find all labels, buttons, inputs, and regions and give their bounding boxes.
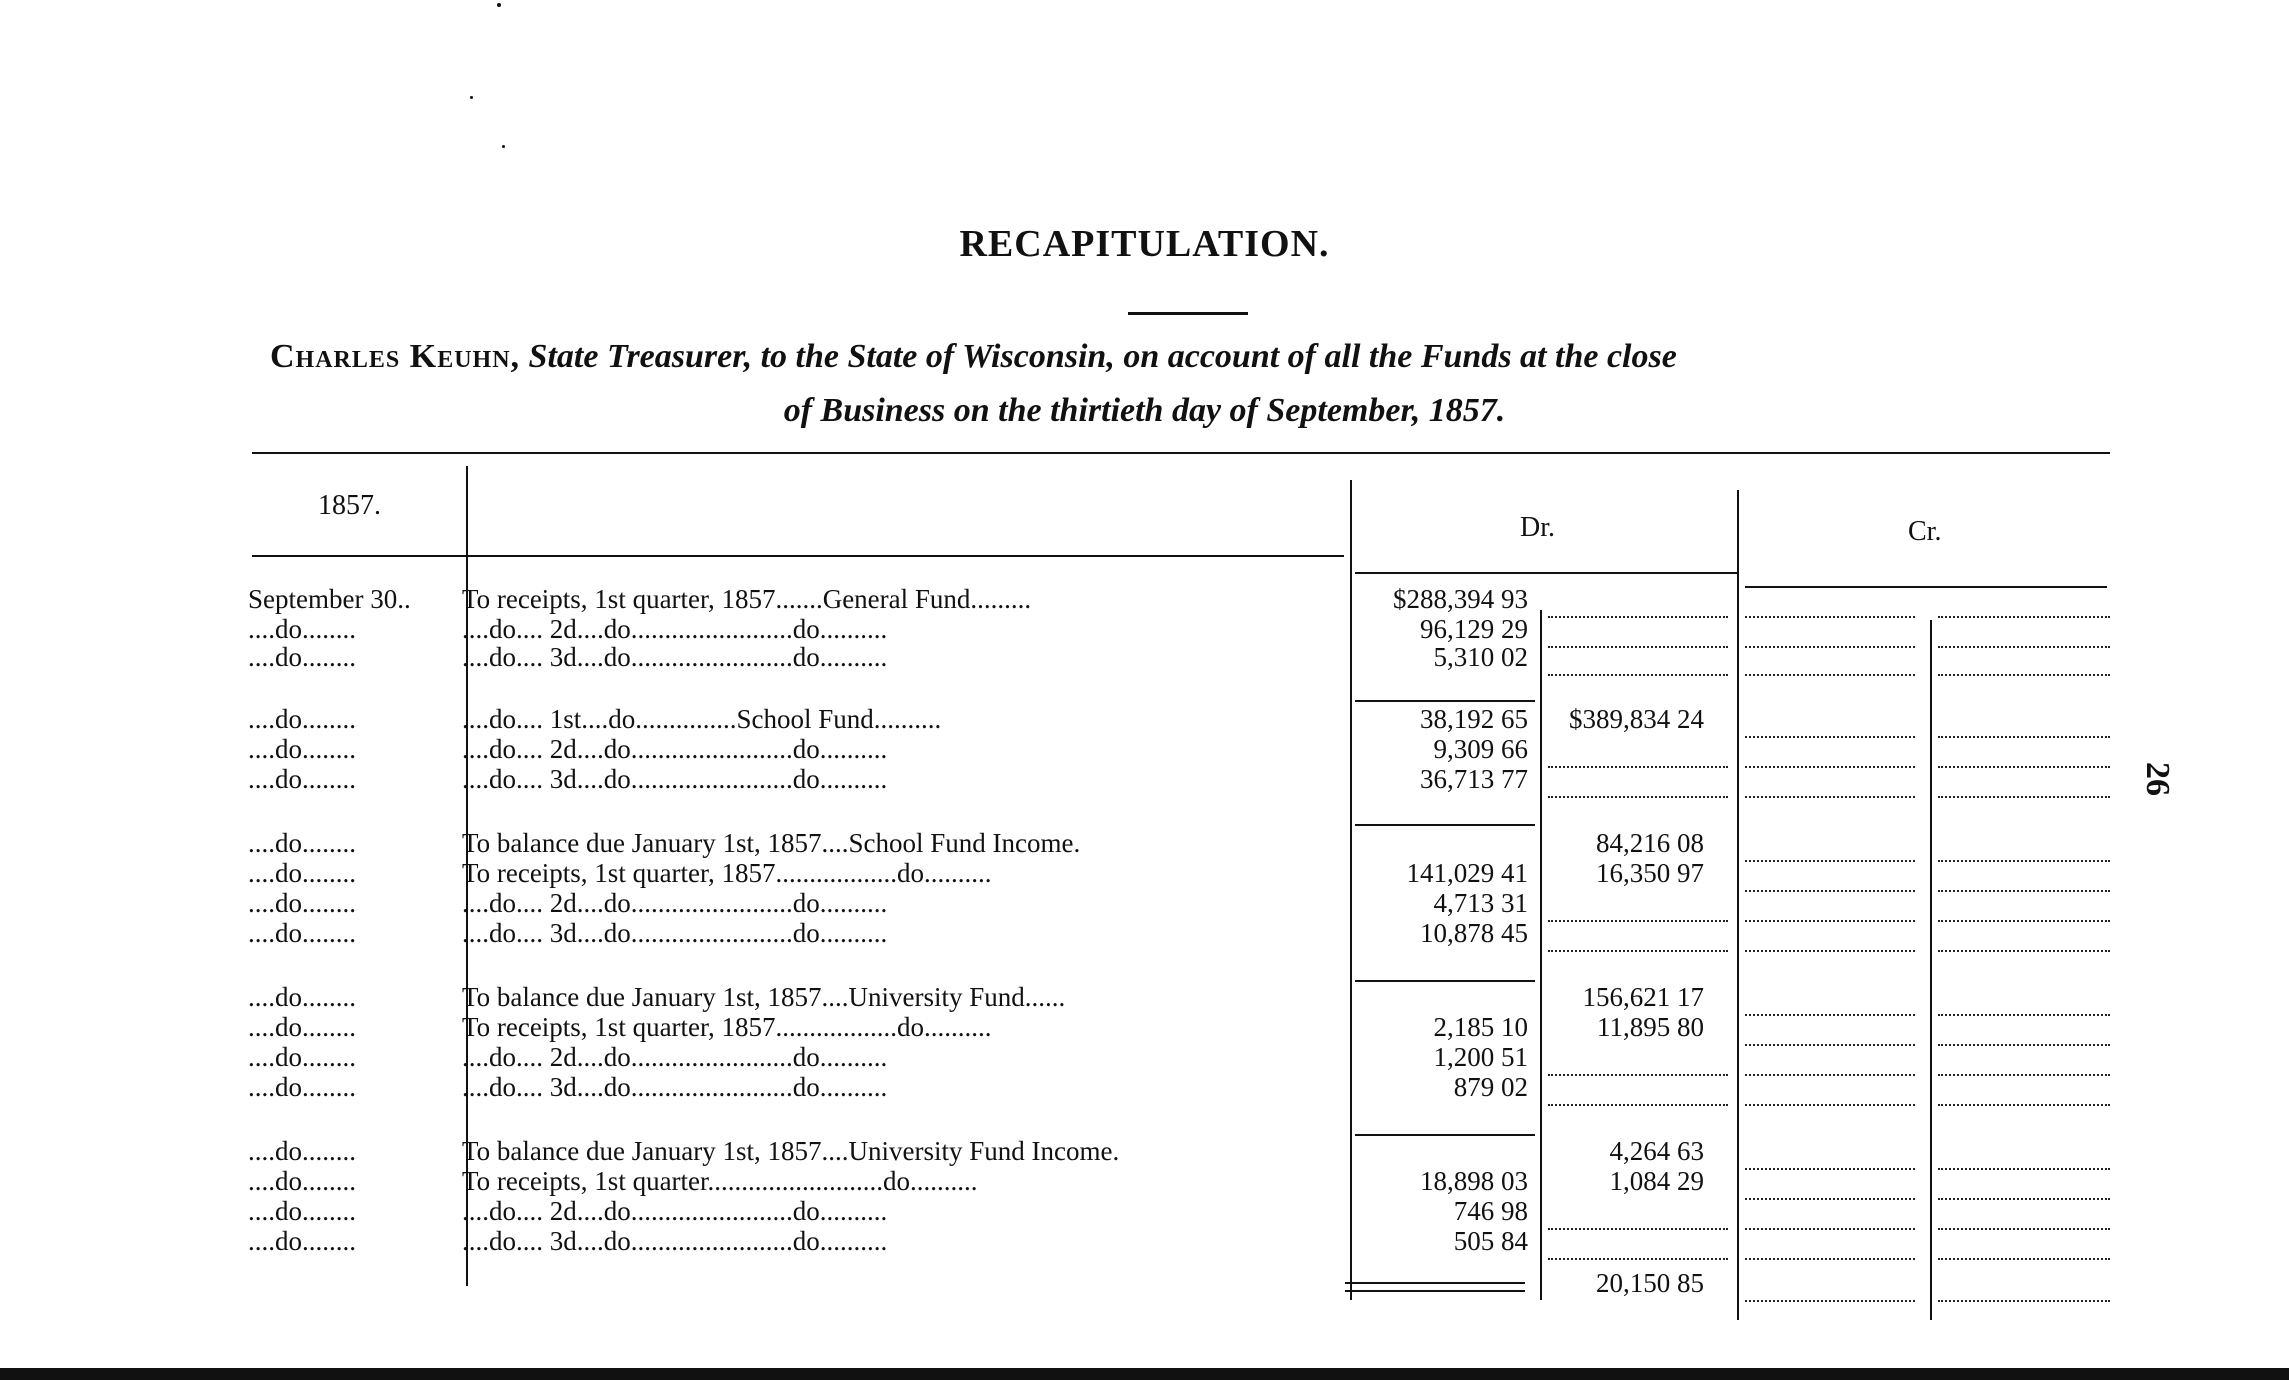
row-date: ....do........ xyxy=(248,982,356,1012)
dr-item-amount: 141,029 41 xyxy=(1406,858,1528,888)
cr-leader-dots xyxy=(1745,1074,1915,1076)
cr-leader-dots xyxy=(1745,674,1915,676)
dr-total-leader-dots xyxy=(1548,616,1728,618)
row-description: To balance due January 1st, 1857....School Fund Income. xyxy=(462,828,1081,858)
dr-total-amount: 156,621 17 xyxy=(1582,982,1704,1012)
page-number: 26 xyxy=(2139,762,2176,796)
cr-leader-dots xyxy=(1938,1104,2110,1106)
heading-line-1: State Treasurer, to the State of Wisconsin, on account of all the Funds at the close xyxy=(528,338,1677,375)
cr-leader-dots xyxy=(1938,1228,2110,1230)
statement-heading-line-2 xyxy=(0,392,2289,430)
row-description: To receipts, 1st quarter, 1857..................do.......... xyxy=(462,1012,992,1042)
dr-total-leader-dots xyxy=(1548,766,1728,768)
row-date: ....do........ xyxy=(248,734,356,764)
dr-item-amount: 36,713 77 xyxy=(1420,764,1528,794)
row-description: ....do.... 2d....do........................do.......... xyxy=(462,1196,888,1226)
subtotal-rule xyxy=(1355,824,1535,826)
dr-total-amount: 20,150 85 xyxy=(1596,1268,1704,1298)
dr-total-leader-dots xyxy=(1548,1228,1728,1230)
header-rule-cr xyxy=(1745,586,2107,588)
cr-leader-dots xyxy=(1745,1300,1915,1302)
row-date: September 30.. xyxy=(248,584,411,614)
row-description: ....do.... 3d....do........................do.......... xyxy=(462,764,888,794)
dr-item-amount: 10,878 45 xyxy=(1420,918,1528,948)
row-date: ....do........ xyxy=(248,642,356,672)
dr-total-leader-dots xyxy=(1548,1104,1728,1106)
cr-leader-dots xyxy=(1745,1168,1915,1170)
column-divider-dr-totals xyxy=(1540,610,1542,1300)
cr-leader-dots xyxy=(1938,1168,2110,1170)
cr-leader-dots xyxy=(1938,796,2110,798)
dr-total-amount: 84,216 08 xyxy=(1596,828,1704,858)
row-date: ....do........ xyxy=(248,1166,356,1196)
row-date: ....do........ xyxy=(248,1226,356,1256)
cr-leader-dots xyxy=(1938,736,2110,738)
dr-total-leader-dots xyxy=(1548,920,1728,922)
header-rule-left xyxy=(252,555,1344,557)
dr-item-amount: 38,192 65 xyxy=(1420,704,1528,734)
cr-leader-dots xyxy=(1745,1044,1915,1046)
row-description: ....do.... 2d....do........................do.......... xyxy=(462,734,888,764)
row-description: To balance due January 1st, 1857....University Fund Income. xyxy=(462,1136,1120,1166)
row-date: ....do........ xyxy=(248,1042,356,1072)
cr-leader-dots xyxy=(1745,920,1915,922)
cr-leader-dots xyxy=(1938,950,2110,952)
cr-leader-dots xyxy=(1745,1228,1915,1230)
row-date: ....do........ xyxy=(248,858,356,888)
row-date: ....do........ xyxy=(248,1196,356,1226)
dr-item-amount: $288,394 93 xyxy=(1393,584,1528,614)
title-rule xyxy=(1128,312,1248,315)
cr-leader-dots xyxy=(1745,1104,1915,1106)
subtotal-rule xyxy=(1355,1134,1535,1136)
cr-leader-dots xyxy=(1745,796,1915,798)
row-description: To receipts, 1st quarter, 1857..................do.......... xyxy=(462,858,992,888)
row-date: ....do........ xyxy=(248,888,356,918)
row-date: ....do........ xyxy=(248,1136,356,1166)
dr-total-amount: 16,350 97 xyxy=(1596,858,1704,888)
cr-leader-dots xyxy=(1938,1198,2110,1200)
heading-line-2: of Business on the thirtieth day of September, 1857. xyxy=(783,392,1506,429)
row-description: ....do.... 2d....do........................do.......... xyxy=(462,888,888,918)
table-top-rule xyxy=(252,452,2110,454)
row-description: ....do.... 1st....do...............School Fund.......... xyxy=(462,704,942,734)
cr-leader-dots xyxy=(1745,1258,1915,1260)
row-date: ....do........ xyxy=(248,614,356,644)
dr-item-amount: 18,898 03 xyxy=(1420,1166,1528,1196)
dr-item-amount: 879 02 xyxy=(1453,1072,1528,1102)
dr-item-amount: 96,129 29 xyxy=(1420,614,1528,644)
subtotal-rule xyxy=(1355,980,1535,982)
row-date: ....do........ xyxy=(248,1072,356,1102)
cr-leader-dots xyxy=(1745,890,1915,892)
total-double-rule xyxy=(1345,1282,1525,1284)
dr-total-amount: 11,895 80 xyxy=(1597,1012,1704,1042)
cr-leader-dots xyxy=(1938,1014,2110,1016)
ink-speck xyxy=(497,3,501,7)
dr-item-amount: 1,200 51 xyxy=(1433,1042,1528,1072)
row-description: To receipts, 1st quarter..........................do.......... xyxy=(462,1166,978,1196)
dr-header: Dr. xyxy=(1520,512,1555,543)
cr-leader-dots xyxy=(1745,1198,1915,1200)
scan-edge xyxy=(0,1368,2289,1380)
cr-leader-dots xyxy=(1938,1044,2110,1046)
statement-heading xyxy=(270,338,2110,376)
cr-leader-dots xyxy=(1745,766,1915,768)
row-date: ....do........ xyxy=(248,764,356,794)
row-description: ....do.... 2d....do........................do.......... xyxy=(462,1042,888,1072)
dr-total-leader-dots xyxy=(1548,950,1728,952)
row-description: ....do.... 2d....do........................do.......... xyxy=(462,614,888,644)
header-rule-dr xyxy=(1355,572,1739,574)
row-description: To receipts, 1st quarter, 1857.......General Fund......... xyxy=(462,584,1032,614)
cr-header: Cr. xyxy=(1908,516,1942,547)
row-description: ....do.... 3d....do........................do.......... xyxy=(462,1226,888,1256)
row-date: ....do........ xyxy=(248,828,356,858)
year-header: 1857. xyxy=(318,490,381,521)
dr-item-amount: 505 84 xyxy=(1453,1226,1528,1256)
row-date: ....do........ xyxy=(248,1012,356,1042)
dr-total-amount: 4,264 63 xyxy=(1609,1136,1704,1166)
cr-leader-dots xyxy=(1745,1014,1915,1016)
cr-leader-dots xyxy=(1938,890,2110,892)
cr-leader-dots xyxy=(1938,1074,2110,1076)
row-date: ....do........ xyxy=(248,704,356,734)
dr-item-amount: 4,713 31 xyxy=(1433,888,1528,918)
dr-item-amount: 2,185 10 xyxy=(1433,1012,1528,1042)
row-description: ....do.... 3d....do........................do.......... xyxy=(462,1072,888,1102)
cr-leader-dots xyxy=(1745,646,1915,648)
dr-total-amount: $389,834 24 xyxy=(1569,704,1704,734)
cr-leader-dots xyxy=(1745,860,1915,862)
cr-leader-dots xyxy=(1745,736,1915,738)
cr-leader-dots xyxy=(1938,616,2110,618)
row-description: ....do.... 3d....do........................do.......... xyxy=(462,918,888,948)
row-description: To balance due January 1st, 1857....University Fund...... xyxy=(462,982,1066,1012)
subtotal-rule xyxy=(1355,700,1535,702)
column-divider-dr-cr xyxy=(1737,490,1739,1320)
column-divider-cr xyxy=(1930,620,1932,1320)
total-double-rule xyxy=(1345,1290,1525,1292)
dr-total-leader-dots xyxy=(1548,1258,1728,1260)
cr-leader-dots xyxy=(1938,674,2110,676)
ink-speck xyxy=(502,145,505,148)
cr-leader-dots xyxy=(1745,616,1915,618)
dr-total-leader-dots xyxy=(1548,796,1728,798)
column-divider-description xyxy=(1350,480,1352,1300)
cr-leader-dots xyxy=(1938,1258,2110,1260)
cr-leader-dots xyxy=(1938,860,2110,862)
dr-item-amount: 9,309 66 xyxy=(1433,734,1528,764)
cr-leader-dots xyxy=(1938,646,2110,648)
cr-leader-dots xyxy=(1745,950,1915,952)
dr-total-leader-dots xyxy=(1548,646,1728,648)
dr-item-amount: 5,310 02 xyxy=(1433,642,1528,672)
row-description: ....do.... 3d....do........................do.......... xyxy=(462,642,888,672)
page-title: RECAPITULATION. xyxy=(959,223,1330,265)
dr-total-amount: 1,084 29 xyxy=(1609,1166,1704,1196)
row-date: ....do........ xyxy=(248,918,356,948)
cr-leader-dots xyxy=(1938,1300,2110,1302)
cr-leader-dots xyxy=(1938,766,2110,768)
treasurer-name: Charles Keuhn, xyxy=(270,338,521,375)
ink-speck xyxy=(470,96,473,99)
cr-leader-dots xyxy=(1938,920,2110,922)
dr-total-leader-dots xyxy=(1548,1074,1728,1076)
dr-item-amount: 746 98 xyxy=(1453,1196,1528,1226)
dr-total-leader-dots xyxy=(1548,674,1728,676)
